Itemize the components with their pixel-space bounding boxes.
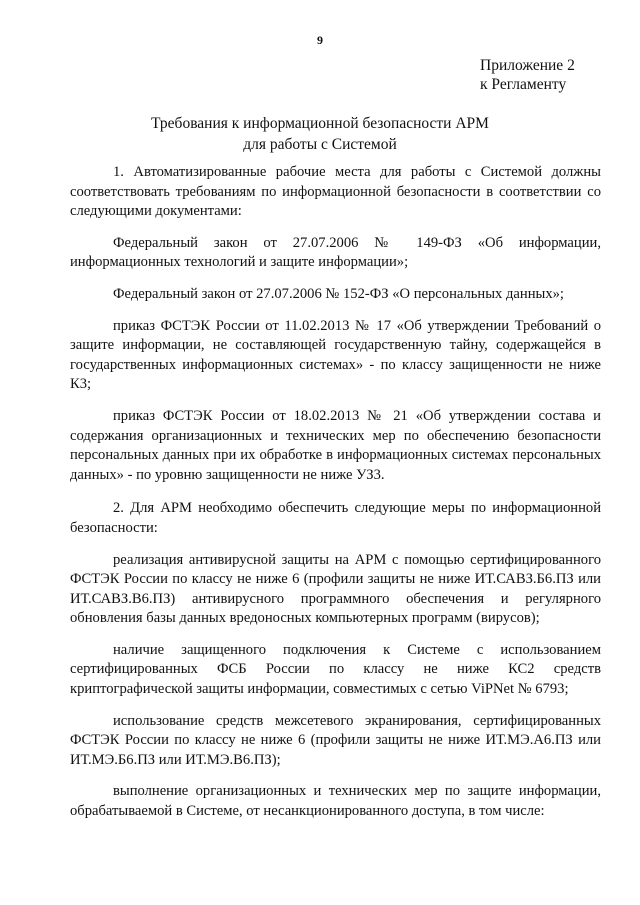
appendix-note	[480, 56, 575, 94]
document-item-order21: приказ ФСТЭК России от 18.02.2013 № 21 «Об утверждении состава и содержания организационных и технических мер по обеспечению безопасности персональных данных при их обработке в информационных системах персональных данных» - по уровню защищенности не ниже УЗ3.	[70, 407, 601, 483]
document-item-order17: приказ ФСТЭК России от 11.02.2013 № 17 «Об утверждении Требований о защите информации, не составляющей государственную тайну, содержащейся в государственных информационных системах» - по классу защищенности не ниже К3;	[70, 317, 601, 393]
document-title	[60, 113, 580, 155]
section-2-intro: 2. Для АРМ необходимо обеспечить следующие меры по информационной безопасности:	[70, 500, 601, 536]
document-body	[70, 163, 601, 834]
measure-secure-connection: наличие защищенного подключения к Системе с использованием сертифицированных ФСБ России по классу не ниже КС2 средств криптографической защиты информации, совместимых с сетью ViPNet № 6793;	[70, 641, 601, 698]
measure-unauthorized-access: выполнение организационных и технических мер по защите информации, обрабатываемой в Системе, от несанкционированного доступа, в том числе:	[70, 783, 601, 820]
document-item-fz152: Федеральный закон от 27.07.2006 № 152-ФЗ «О персональных данных»;	[113, 285, 564, 302]
appendix-line-2: к Регламенту	[480, 76, 567, 93]
title-line-1: Требования к информационной безопасности АРМ	[151, 115, 489, 132]
appendix-line-1: Приложение 2	[480, 57, 575, 74]
document-item-fz149: Федеральный закон от 27.07.2006 № 149-ФЗ «Об информации, информационных технологий и защите информации»;	[70, 234, 601, 271]
title-line-2: для работы с Системой	[243, 136, 397, 153]
measure-antivirus: реализация антивирусной защиты на АРМ с помощью сертифицированного ФСТЭК России по классу не ниже 6 (профили защиты не ниже ИТ.САВЗ.Б6.ПЗ или ИТ.САВЗ.В6.ПЗ) антивирусного программного обеспечения и регулярного обновления базы данных вредоносных компьютерных программ (вирусов);	[70, 551, 601, 627]
section-1-intro: 1. Автоматизированные рабочие места для работы с Системой должны соответствовать требованиям по информационной безопасности в соответствии со следующими документами:	[70, 164, 601, 220]
measure-firewall: использование средств межсетевого экранирования, сертифицированных ФСТЭК России по классу не ниже 6 (профили защиты не ниже ИТ.МЭ.А6.ПЗ или ИТ.МЭ.Б6.ПЗ или ИТ.МЭ.В6.ПЗ);	[70, 712, 601, 768]
page-number: 9	[317, 33, 323, 47]
